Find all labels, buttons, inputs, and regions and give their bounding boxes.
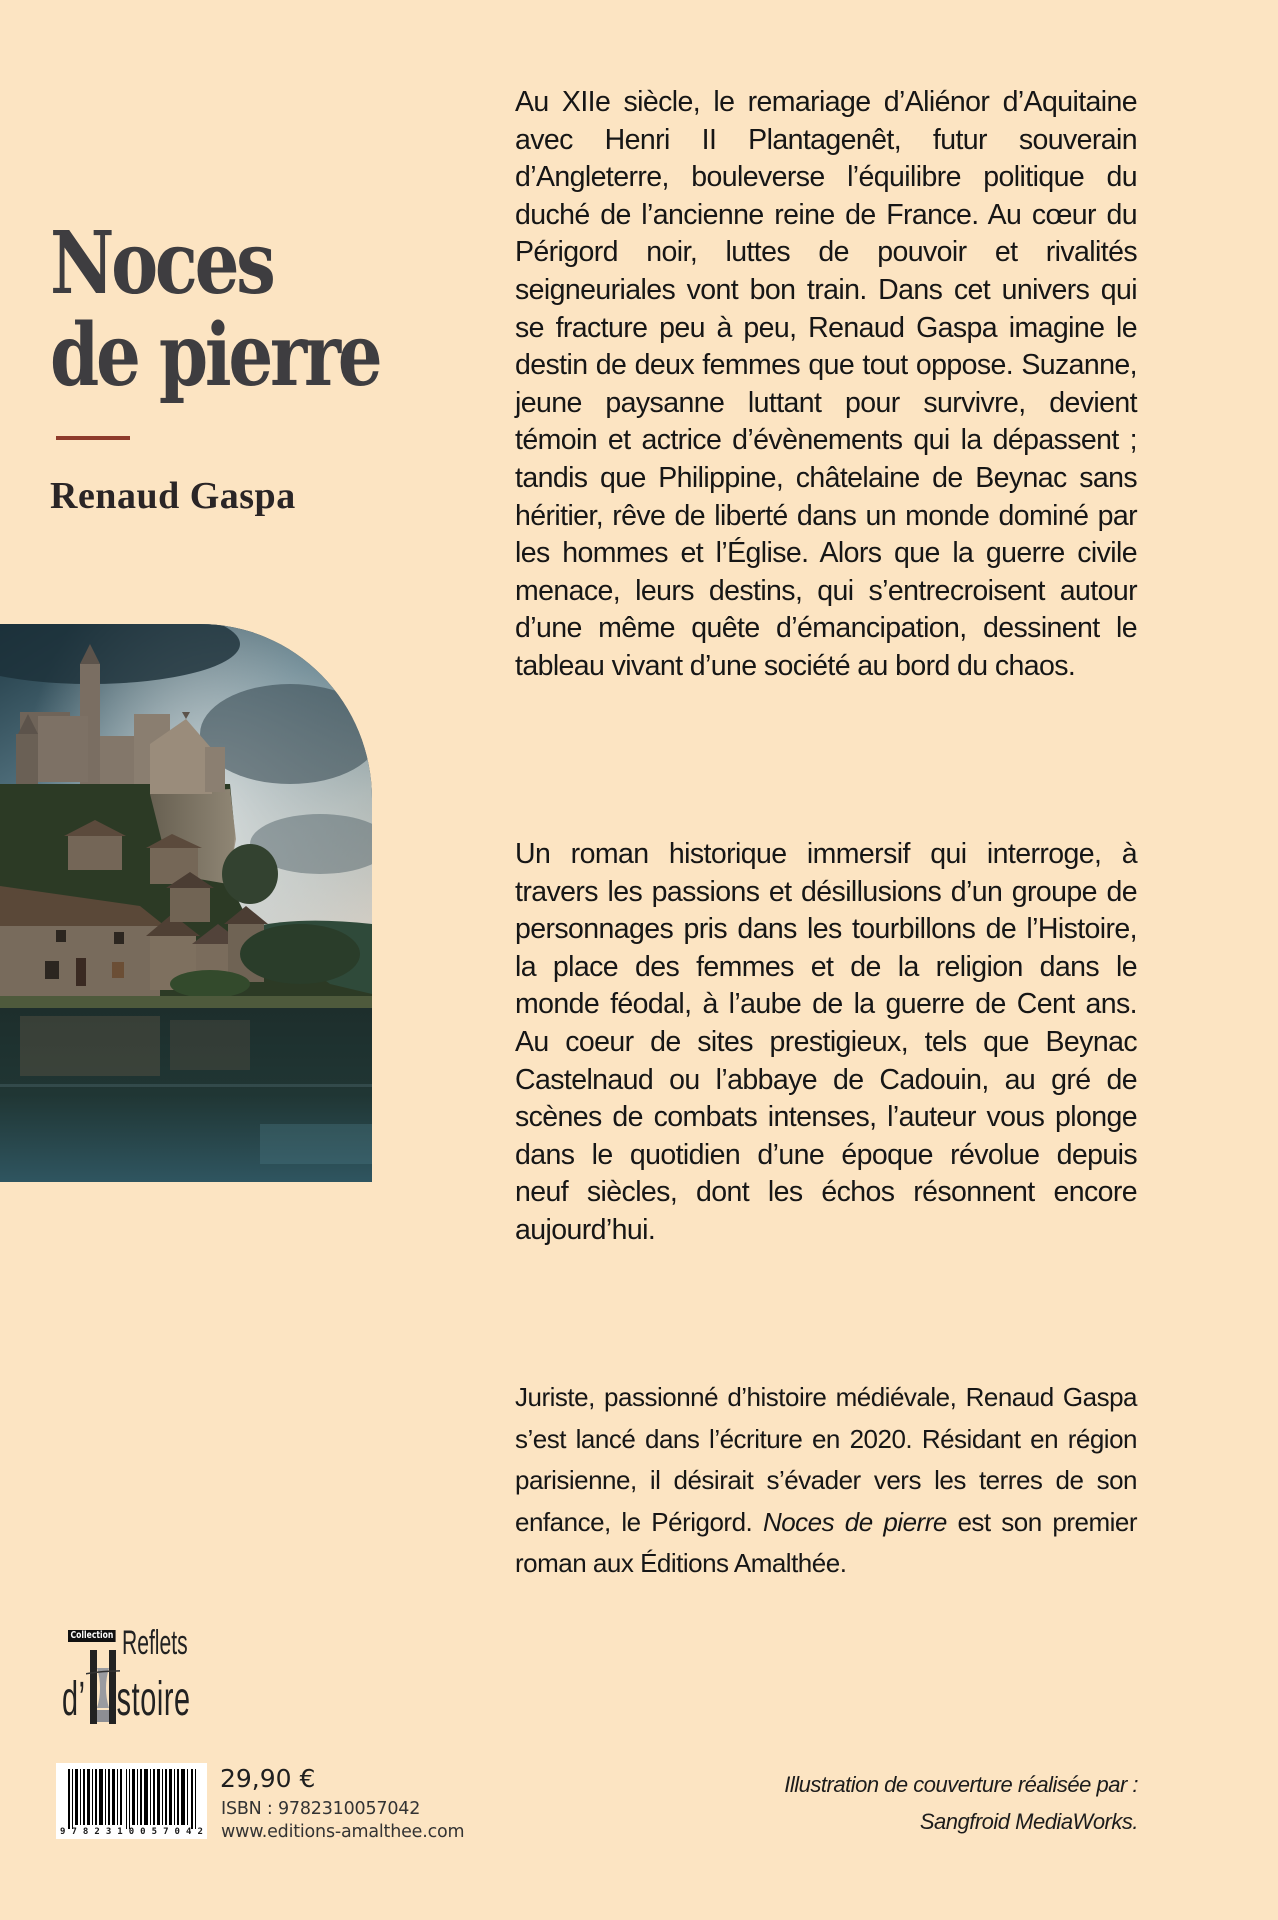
barcode-digit: 1 xyxy=(117,1827,123,1837)
synopsis-paragraph-1: Au XIIe siècle, le remariage d’Aliénor d’Aquitaine avec Henri II Plantagenêt, futur souverain d’Angleterre, bouleverse l’équilibre politique du duché de l’ancienne reine de France. Au cœur du Périgord noir, luttes de pouvoir et rivalités seigneuriales vont bon train. Dans cet univers qui se fracture peu à peu, Renaud Gaspa imagine le destin de deux femmes que tout oppose. Suzanne, jeune paysanne luttant pour survivre, devient témoin et actrice d’évènements qui la dépassent ; tandis que Philippine, châtelaine de Beynac sans héritier, rêve de liberté dans un monde dominé par les hommes et l’Église. Alors que la guerre civile menace, leurs destins, qui s’entrecroisent autour d’une même quête d’émancipation, dessinent le tableau vivant d’une société au bord du chaos. xyxy=(515,86,1137,682)
cover-illustration xyxy=(0,624,372,1182)
author-name: Renaud Gaspa xyxy=(50,475,296,517)
barcode-digit: 2 xyxy=(197,1827,203,1837)
publisher-website-link[interactable]: www.editions-amalthee.com xyxy=(221,1822,465,1842)
castle-landscape-image xyxy=(0,624,372,1182)
barcode-digit: 4 xyxy=(185,1827,192,1837)
synopsis-paragraph-2: Un roman historique immersif qui interroge, à travers les passions et désillusions d’un groupe de personnages pris dans les tourbillons de l’Histoire, la place des femmes et de la religion dans le monde féodal, à l’aube de la guerre de Cent ans. Au coeur de sites prestigieux, tels que Beynac Castelnaud ou l’abbaye de Cadouin, au gré de scènes de combats intenses, l’auteur vous plonge dans le quotidien d’une époque révolue depuis neuf siècles, dont les échos résonnent encore aujourd’hui. xyxy=(515,838,1137,1246)
barcode-digit: 9 xyxy=(60,1827,66,1837)
book-title xyxy=(50,213,380,406)
barcode-digit: 3 xyxy=(105,1827,112,1837)
author-bio-book-title: Noces de pierre xyxy=(762,1506,947,1537)
book-title-line-1: Noces xyxy=(50,213,273,314)
illustration-credit-label: Illustration de couverture réalisée par : xyxy=(784,1772,1138,1797)
isbn-number: ISBN : 9782310057042 xyxy=(221,1799,421,1819)
barcode-digit: 0 xyxy=(174,1827,180,1837)
barcode-bars-icon xyxy=(56,1767,207,1831)
barcode-digit: 2 xyxy=(94,1827,100,1837)
barcode-digit: 0 xyxy=(140,1827,146,1837)
book-title-line-2: de pierre xyxy=(50,305,380,406)
collection-name-line-1: Reflets xyxy=(122,1624,188,1662)
collection-name-line-2 xyxy=(62,1672,191,1727)
barcode-digit: 8 xyxy=(82,1827,89,1837)
collection-name-suffix: istoire xyxy=(109,1673,191,1726)
title-divider xyxy=(56,436,130,440)
isbn-barcode xyxy=(56,1763,207,1839)
author-bio-text-end: est son premier roman aux Éditions Amalthée. xyxy=(515,1506,1138,1579)
author-bio-text-start: Juriste, passionné d’histoire médiévale, Renaud Gaspa s’est lancé dans l’écriture en 2020. Résidant en région parisienne, il désirait s’évader vers les terres de son enfance, le Périgord. xyxy=(515,1382,1137,1537)
barcode-digit: 0 xyxy=(128,1827,135,1837)
collection-name-prefix: d’ xyxy=(62,1673,86,1726)
collection-logo xyxy=(60,1624,210,1728)
price: 29,90 € xyxy=(220,1764,316,1793)
barcode-digit: 5 xyxy=(151,1827,158,1837)
barcode-digit: 7 xyxy=(163,1827,169,1837)
collection-badge: Collection xyxy=(68,1630,116,1642)
illustration-credit-name: Sangfroid MediaWorks. xyxy=(919,1809,1138,1834)
author-bio xyxy=(515,1377,1137,1585)
barcode-digits xyxy=(60,1827,203,1837)
barcode-digit: 7 xyxy=(71,1827,77,1837)
